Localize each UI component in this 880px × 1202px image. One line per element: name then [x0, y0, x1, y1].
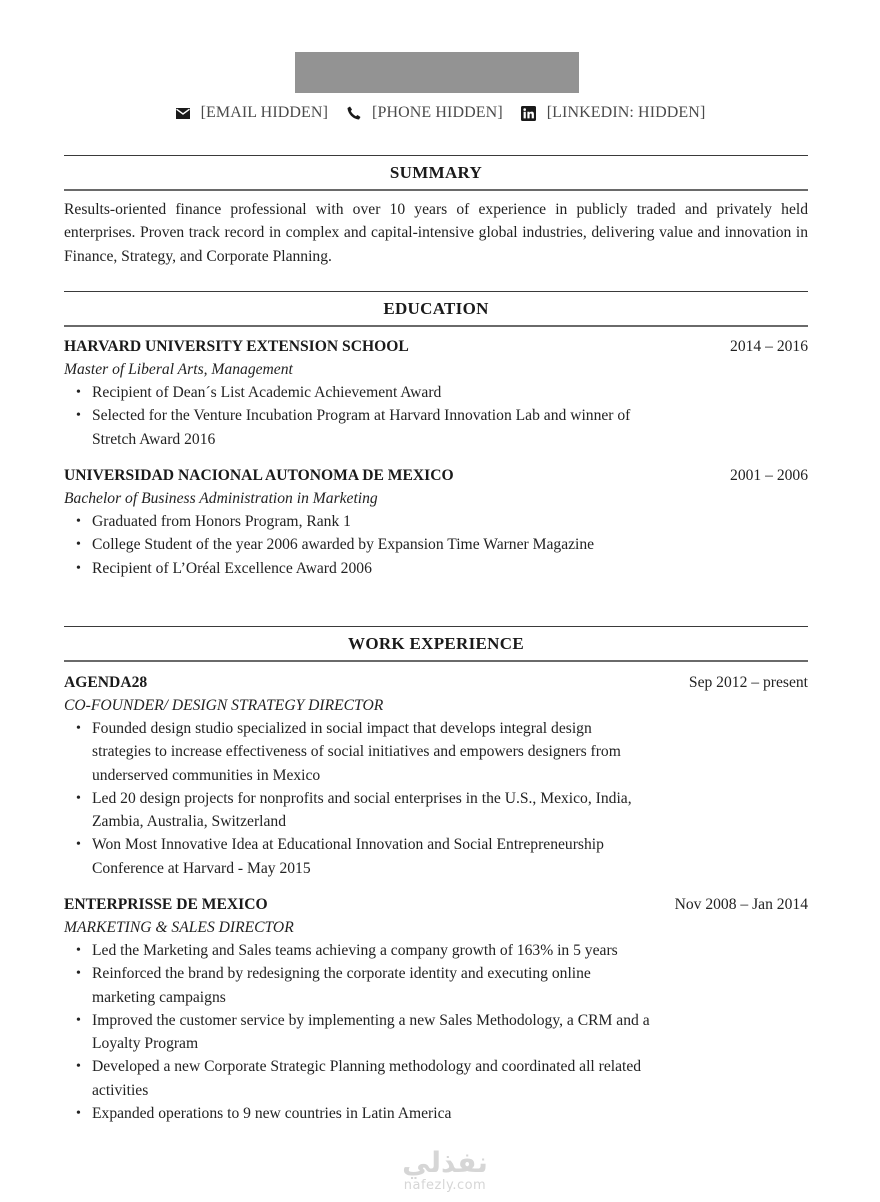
phone-text: [PHONE HIDDEN] [372, 104, 503, 121]
bullet-item: • Recipient of Dean´s List Academic Achievement Award [64, 381, 652, 404]
redacted-name [295, 52, 579, 93]
contact-row [0, 104, 880, 122]
job-role: MARKETING & SALES DIRECTOR [64, 919, 294, 936]
bullet-item: • Founded design studio specialized in social impact that develops integral design strategies to increase effectiveness of social initiatives and empowers designers from underserved communities in Mexico [64, 717, 652, 787]
bullet-item: • Won Most Innovative Idea at Educational Innovation and Social Entrepreneurship Conference at Harvard - May 2015 [64, 833, 652, 880]
work-entry [64, 893, 808, 1125]
entry-dates: 2014 – 2016 [730, 338, 808, 355]
watermark-url: nafezly.com [403, 1178, 487, 1193]
bullet-item: • Selected for the Venture Incubation Program at Harvard Innovation Lab and winner of Stretch Award 2016 [64, 404, 652, 451]
bullet-item: • College Student of the year 2006 awarded by Expansion Time Warner Magazine [64, 533, 652, 556]
entry-dates: 2001 – 2006 [730, 467, 808, 484]
bullet-item: • Led the Marketing and Sales teams achieving a company growth of 163% in 5 years [64, 939, 652, 962]
section-header-education: EDUCATION [64, 291, 808, 327]
bullet-item: • Recipient of L’Oréal Excellence Award 2006 [64, 557, 652, 580]
degree: Bachelor of Business Administration in Marketing [64, 490, 378, 507]
envelope-icon [175, 105, 191, 121]
watermark-arabic: نفذلي [402, 1146, 488, 1179]
section-header-summary: SUMMARY [64, 155, 808, 191]
bullet-item: • Reinforced the brand by redesigning the corporate identity and executing online marketing campaigns [64, 962, 652, 1009]
job-role: CO-FOUNDER/ DESIGN STRATEGY DIRECTOR [64, 697, 384, 714]
bullet-list [64, 939, 808, 1125]
contact-linkedin [521, 104, 706, 122]
bullet-item: • Improved the customer service by implementing a new Sales Methodology, a CRM and a Loyalty Program [64, 1009, 652, 1056]
phone-icon [346, 105, 362, 121]
bullet-list [64, 717, 808, 880]
linkedin-text: [LINKEDIN: HIDDEN] [546, 104, 706, 121]
bullet-item: • Led 20 design projects for nonprofits and social enterprises in the U.S., Mexico, India, Zambia, Australia, Switzerland [64, 787, 652, 834]
degree: Master of Liberal Arts, Management [64, 361, 293, 378]
bullet-list [64, 510, 808, 580]
entry-dates: Sep 2012 – present [688, 674, 808, 691]
linkedin-icon [521, 105, 537, 121]
section-header-work-experience: WORK EXPERIENCE [64, 626, 808, 662]
education-entry [64, 464, 808, 580]
company-name: AGENDA28 [64, 674, 148, 691]
summary-text: Results-oriented finance professional with over 10 years of experience in publicly traded and privately held enterprises. Proven track record in complex and capital-intensive global industries, delivering value and innovation in Finance, Strategy, and Corporate Planning. [64, 201, 808, 265]
bullet-item: • Expanded operations to 9 new countries in Latin America [64, 1102, 652, 1125]
contact-phone [346, 104, 503, 122]
email-text: [EMAIL HIDDEN] [200, 104, 329, 121]
entry-dates: Nov 2008 – Jan 2014 [674, 896, 808, 913]
bullet-item: • Developed a new Corporate Strategic Planning methodology and coordinated all related activities [64, 1055, 652, 1102]
work-entry [64, 671, 808, 880]
bullet-item: • Graduated from Honors Program, Rank 1 [64, 510, 652, 533]
watermark [380, 1148, 510, 1194]
institution-name: UNIVERSIDAD NACIONAL AUTONOMA DE MEXICO [64, 467, 454, 484]
education-entry [64, 335, 808, 451]
company-name: ENTERPRISSE DE MEXICO [64, 896, 268, 913]
institution-name: HARVARD UNIVERSITY EXTENSION SCHOOL [64, 338, 409, 355]
bullet-list [64, 381, 808, 451]
contact-email [175, 104, 328, 122]
